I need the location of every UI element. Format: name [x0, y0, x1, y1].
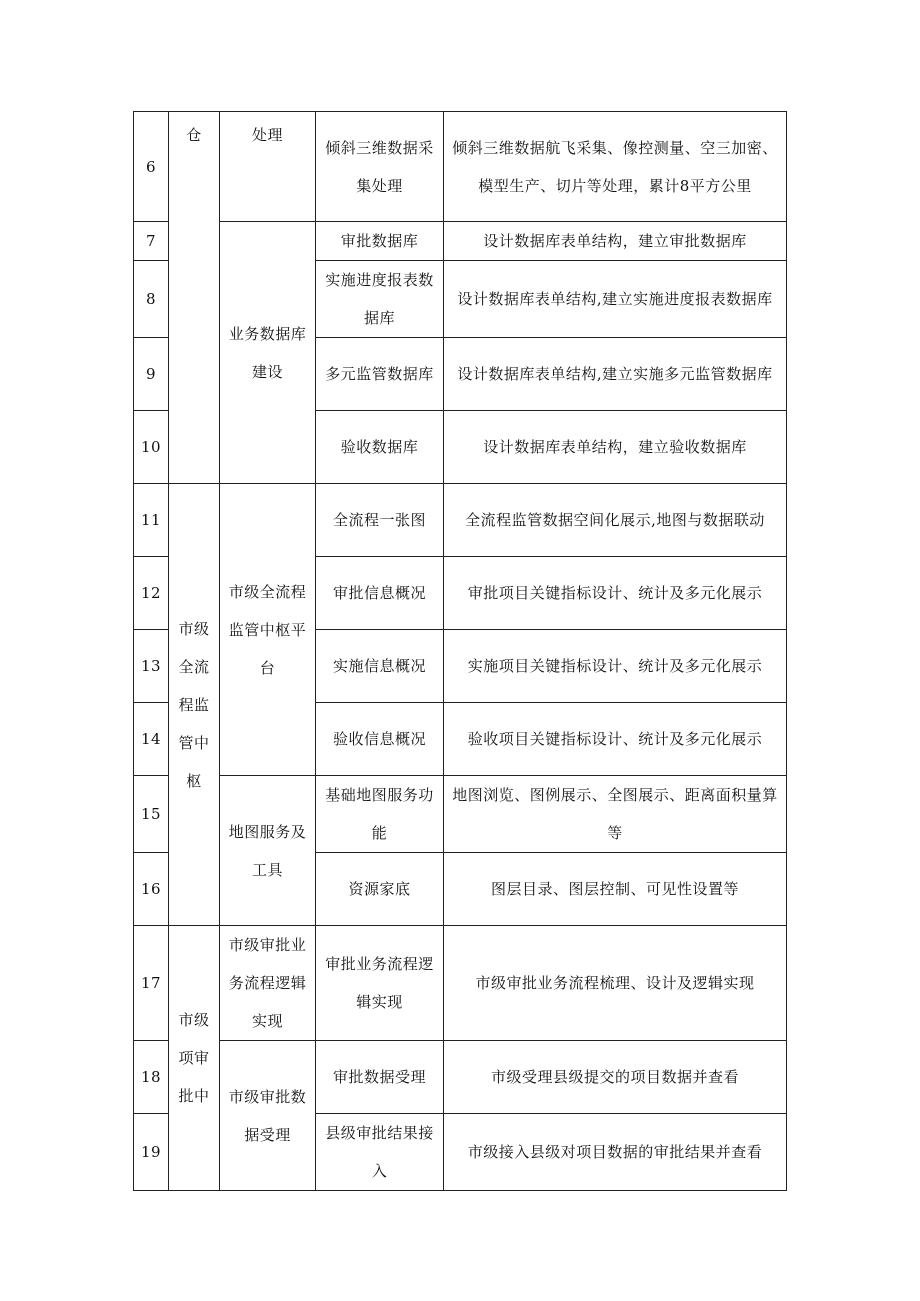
row-number: 9	[134, 338, 169, 411]
item-cell: 全流程一张图	[316, 484, 444, 557]
item-cell: 审批数据库	[316, 222, 444, 261]
item-cell: 基础地图服务功能	[316, 776, 444, 853]
subsection-cell: 业务数据库建设	[220, 222, 316, 484]
subsection-cell: 市级审批数据受理	[220, 1041, 316, 1191]
item-cell: 实施进度报表数据库	[316, 261, 444, 338]
desc-cell: 全流程监管数据空间化展示,地图与数据联动	[444, 484, 787, 557]
subsection-cell: 市级全流程监管中枢平台	[220, 484, 316, 776]
desc-cell: 倾斜三维数据航飞采集、像控测量、空三加密、模型生产、切片等处理，累计8平方公里	[444, 112, 787, 222]
table-row	[134, 484, 787, 557]
item-cell: 县级审批结果接入	[316, 1114, 444, 1191]
table-row	[134, 776, 787, 853]
row-number: 14	[134, 703, 169, 776]
desc-cell: 市级受理县级提交的项目数据并查看	[444, 1041, 787, 1114]
subsection-cell: 市级审批业务流程逻辑实现	[220, 926, 316, 1041]
subsection-cell: 地图服务及工具	[220, 776, 316, 926]
section-cell: 市级全流程监管中枢	[169, 484, 220, 926]
item-cell: 资源家底	[316, 853, 444, 926]
desc-cell: 地图浏览、图例展示、全图展示、距离面积量算等	[444, 776, 787, 853]
section-cell: 市级项审批中	[169, 926, 220, 1191]
item-cell: 验收数据库	[316, 411, 444, 484]
item-cell: 实施信息概况	[316, 630, 444, 703]
table-row	[134, 1041, 787, 1114]
row-number: 15	[134, 776, 169, 853]
row-number: 11	[134, 484, 169, 557]
item-cell: 审批信息概况	[316, 557, 444, 630]
desc-cell: 验收项目关键指标设计、统计及多元化展示	[444, 703, 787, 776]
project-table	[133, 111, 787, 1191]
section-cell: 仓	[169, 112, 220, 484]
desc-cell: 图层目录、图层控制、可见性设置等	[444, 853, 787, 926]
desc-cell: 设计数据库表单结构,建立实施进度报表数据库	[444, 261, 787, 338]
item-cell: 审批业务流程逻辑实现	[316, 926, 444, 1041]
subsection-cell: 处理	[220, 112, 316, 222]
row-number: 19	[134, 1114, 169, 1191]
item-cell: 倾斜三维数据采集处理	[316, 112, 444, 222]
item-cell: 验收信息概况	[316, 703, 444, 776]
row-number: 7	[134, 222, 169, 261]
desc-cell: 设计数据库表单结构,建立实施多元监管数据库	[444, 338, 787, 411]
desc-cell: 设计数据库表单结构，建立审批数据库	[444, 222, 787, 261]
row-number: 17	[134, 926, 169, 1041]
desc-cell: 市级接入县级对项目数据的审批结果并查看	[444, 1114, 787, 1191]
row-number: 10	[134, 411, 169, 484]
row-number: 12	[134, 557, 169, 630]
desc-cell: 市级审批业务流程梳理、设计及逻辑实现	[444, 926, 787, 1041]
row-number: 8	[134, 261, 169, 338]
table-row	[134, 112, 787, 222]
desc-cell: 实施项目关键指标设计、统计及多元化展示	[444, 630, 787, 703]
table-row	[134, 926, 787, 1041]
row-number: 16	[134, 853, 169, 926]
desc-cell: 审批项目关键指标设计、统计及多元化展示	[444, 557, 787, 630]
table-row	[134, 222, 787, 261]
desc-cell: 设计数据库表单结构，建立验收数据库	[444, 411, 787, 484]
row-number: 6	[134, 112, 169, 222]
item-cell: 多元监管数据库	[316, 338, 444, 411]
row-number: 13	[134, 630, 169, 703]
item-cell: 审批数据受理	[316, 1041, 444, 1114]
row-number: 18	[134, 1041, 169, 1114]
